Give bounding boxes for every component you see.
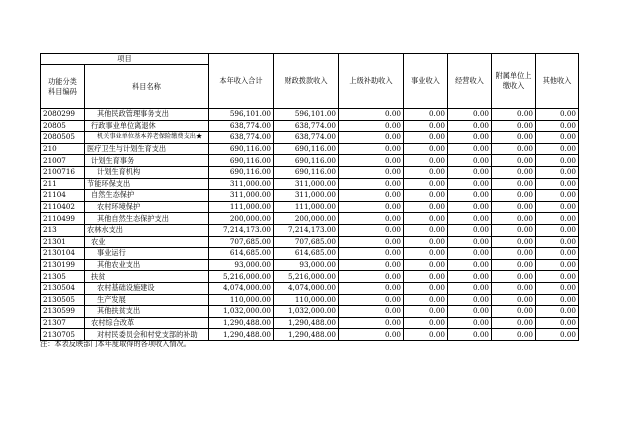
row-name: 事业运行 xyxy=(85,248,209,260)
row-value: 0.00 xyxy=(404,248,448,260)
row-value: 0.00 xyxy=(492,120,536,132)
row-value: 0.00 xyxy=(448,236,492,248)
row-value: 0.00 xyxy=(404,143,448,155)
row-value: 596,101.00 xyxy=(209,109,274,121)
row-value: 93,000.00 xyxy=(274,259,339,271)
row-name: 计划生育机构 xyxy=(85,166,209,178)
row-value: 0.00 xyxy=(339,282,404,294)
row-value: 1,032,000.00 xyxy=(209,306,274,318)
row-value: 0.00 xyxy=(404,190,448,202)
table-row xyxy=(41,143,579,155)
row-value: 1,032,000.00 xyxy=(274,306,339,318)
row-value: 0.00 xyxy=(404,236,448,248)
row-value: 0.00 xyxy=(492,259,536,271)
row-value: 0.00 xyxy=(448,190,492,202)
row-value: 0.00 xyxy=(536,166,579,178)
table-row xyxy=(41,224,579,236)
row-value: 0.00 xyxy=(448,282,492,294)
header-xiangmu: 项目 xyxy=(41,54,209,65)
row-name: 自然生态保护 xyxy=(85,190,209,202)
row-value: 93,000.00 xyxy=(209,259,274,271)
row-value: 0.00 xyxy=(492,329,536,341)
row-value: 0.00 xyxy=(339,213,404,225)
row-value: 0.00 xyxy=(404,201,448,213)
row-value: 0.00 xyxy=(448,213,492,225)
row-code: 2110499 xyxy=(41,213,85,225)
table-row xyxy=(41,236,579,248)
row-value: 0.00 xyxy=(536,317,579,329)
row-value: 4,074,000.00 xyxy=(209,282,274,294)
row-value: 1,290,488.00 xyxy=(209,317,274,329)
table-row xyxy=(41,271,579,283)
row-value: 0.00 xyxy=(536,306,579,318)
row-value: 0.00 xyxy=(536,259,579,271)
row-value: 0.00 xyxy=(448,329,492,341)
row-code: 21007 xyxy=(41,155,85,167)
header-col-fiscal: 财政拨款收入 xyxy=(274,54,339,109)
row-name: 其他扶贫支出 xyxy=(85,306,209,318)
row-value: 311,000.00 xyxy=(209,190,274,202)
table-row xyxy=(41,248,579,260)
row-name: 医疗卫生与计划生育支出 xyxy=(85,143,209,155)
row-code: 21307 xyxy=(41,317,85,329)
table-row xyxy=(41,213,579,225)
row-value: 0.00 xyxy=(339,143,404,155)
row-code: 213 xyxy=(41,224,85,236)
table-note: 注：本表反映部门本年度取得的各项收入情况。 xyxy=(40,339,191,348)
row-value: 0.00 xyxy=(404,178,448,190)
row-value: 0.00 xyxy=(492,109,536,121)
row-value: 0.00 xyxy=(492,178,536,190)
row-code: 2100716 xyxy=(41,166,85,178)
row-value: 0.00 xyxy=(448,166,492,178)
row-value: 0.00 xyxy=(339,132,404,144)
row-code: 2130504 xyxy=(41,282,85,294)
row-value: 311,000.00 xyxy=(274,190,339,202)
row-code: 2130705 xyxy=(41,329,85,341)
header-col-operating: 经营收入 xyxy=(448,54,492,109)
row-value: 0.00 xyxy=(448,109,492,121)
row-value: 0.00 xyxy=(492,155,536,167)
row-value: 0.00 xyxy=(536,236,579,248)
row-value: 690,116.00 xyxy=(274,155,339,167)
row-name: 农村环境保护 xyxy=(85,201,209,213)
row-name: 其他农业支出 xyxy=(85,259,209,271)
row-value: 1,290,488.00 xyxy=(209,329,274,341)
table-row xyxy=(41,120,579,132)
row-value: 0.00 xyxy=(448,120,492,132)
row-code: 2130199 xyxy=(41,259,85,271)
row-value: 0.00 xyxy=(448,155,492,167)
row-value: 0.00 xyxy=(339,271,404,283)
row-code: 2110402 xyxy=(41,201,85,213)
row-code: 21104 xyxy=(41,190,85,202)
row-value: 5,216,000.00 xyxy=(209,271,274,283)
row-value: 0.00 xyxy=(536,155,579,167)
row-value: 0.00 xyxy=(339,294,404,306)
row-value: 0.00 xyxy=(492,294,536,306)
row-value: 0.00 xyxy=(404,294,448,306)
row-code: 2130505 xyxy=(41,294,85,306)
row-value: 0.00 xyxy=(492,306,536,318)
header-col-business: 事业收入 xyxy=(404,54,448,109)
row-value: 200,000.00 xyxy=(274,213,339,225)
row-value: 7,214,173.00 xyxy=(209,224,274,236)
table-row xyxy=(41,259,579,271)
row-value: 690,116.00 xyxy=(209,166,274,178)
row-value: 0.00 xyxy=(492,190,536,202)
row-value: 0.00 xyxy=(404,155,448,167)
row-value: 690,116.00 xyxy=(209,155,274,167)
row-value: 0.00 xyxy=(448,306,492,318)
header-col-other: 其他收入 xyxy=(536,54,579,109)
row-value: 111,000.00 xyxy=(209,201,274,213)
row-value: 0.00 xyxy=(536,329,579,341)
row-code: 20805 xyxy=(41,120,85,132)
row-name: 对村民委员会和村党支部的补助 xyxy=(85,329,209,341)
row-value: 0.00 xyxy=(339,306,404,318)
row-value: 0.00 xyxy=(404,120,448,132)
row-value: 0.00 xyxy=(404,109,448,121)
row-value: 7,214,173.00 xyxy=(274,224,339,236)
row-value: 638,774.00 xyxy=(209,132,274,144)
row-value: 0.00 xyxy=(404,224,448,236)
row-value: 0.00 xyxy=(448,132,492,144)
row-value: 0.00 xyxy=(339,317,404,329)
row-name: 机关事业单位基本养老保险缴费支出★ xyxy=(85,132,209,144)
row-value: 614,685.00 xyxy=(274,248,339,260)
row-code: 2080505 xyxy=(41,132,85,144)
row-code: 21301 xyxy=(41,236,85,248)
row-value: 0.00 xyxy=(448,248,492,260)
row-value: 0.00 xyxy=(536,109,579,121)
row-value: 0.00 xyxy=(339,236,404,248)
row-value: 0.00 xyxy=(339,109,404,121)
row-value: 111,000.00 xyxy=(274,201,339,213)
row-code: 2080299 xyxy=(41,109,85,121)
table-row xyxy=(41,109,579,121)
row-value: 638,774.00 xyxy=(274,132,339,144)
row-code: 2130599 xyxy=(41,306,85,318)
row-value: 0.00 xyxy=(404,329,448,341)
row-value: 638,774.00 xyxy=(209,120,274,132)
row-value: 0.00 xyxy=(404,306,448,318)
income-table xyxy=(40,53,579,341)
row-value: 690,116.00 xyxy=(274,143,339,155)
table-row xyxy=(41,155,579,167)
row-value: 0.00 xyxy=(536,248,579,260)
row-value: 0.00 xyxy=(536,201,579,213)
header-name: 科目名称 xyxy=(85,65,209,109)
row-value: 0.00 xyxy=(448,224,492,236)
row-value: 0.00 xyxy=(492,248,536,260)
row-value: 0.00 xyxy=(448,178,492,190)
row-value: 707,685.00 xyxy=(209,236,274,248)
row-value: 0.00 xyxy=(492,213,536,225)
table-row xyxy=(41,190,579,202)
row-code: 2130104 xyxy=(41,248,85,260)
row-value: 0.00 xyxy=(339,190,404,202)
table-row xyxy=(41,201,579,213)
row-value: 0.00 xyxy=(339,120,404,132)
row-name: 农村基础设施建设 xyxy=(85,282,209,294)
row-value: 0.00 xyxy=(339,201,404,213)
row-value: 0.00 xyxy=(404,259,448,271)
row-value: 110,000.00 xyxy=(274,294,339,306)
row-name: 生产发展 xyxy=(85,294,209,306)
row-value: 0.00 xyxy=(492,201,536,213)
row-value: 0.00 xyxy=(339,224,404,236)
row-value: 0.00 xyxy=(536,132,579,144)
row-value: 0.00 xyxy=(339,248,404,260)
row-value: 0.00 xyxy=(404,213,448,225)
row-value: 0.00 xyxy=(536,178,579,190)
table-row xyxy=(41,317,579,329)
row-value: 0.00 xyxy=(492,282,536,294)
row-value: 0.00 xyxy=(536,213,579,225)
header-col-total: 本年收入合计 xyxy=(209,54,274,109)
row-value: 311,000.00 xyxy=(209,178,274,190)
row-name: 行政事业单位离退休 xyxy=(85,120,209,132)
row-value: 0.00 xyxy=(536,120,579,132)
row-code: 211 xyxy=(41,178,85,190)
row-value: 0.00 xyxy=(536,224,579,236)
row-value: 0.00 xyxy=(448,271,492,283)
row-value: 0.00 xyxy=(339,166,404,178)
row-value: 614,685.00 xyxy=(209,248,274,260)
row-value: 0.00 xyxy=(404,132,448,144)
header-code: 功能分类 科目编码 xyxy=(41,65,85,109)
row-value: 0.00 xyxy=(404,282,448,294)
income-table-sheet xyxy=(40,53,579,341)
table-row xyxy=(41,132,579,144)
row-value: 0.00 xyxy=(404,166,448,178)
row-value: 0.00 xyxy=(536,143,579,155)
row-value: 0.00 xyxy=(492,224,536,236)
table-row xyxy=(41,294,579,306)
row-value: 0.00 xyxy=(448,317,492,329)
row-value: 0.00 xyxy=(404,271,448,283)
row-value: 707,685.00 xyxy=(274,236,339,248)
row-value: 0.00 xyxy=(492,317,536,329)
row-value: 0.00 xyxy=(492,236,536,248)
row-value: 0.00 xyxy=(339,329,404,341)
header-row-top xyxy=(41,54,579,65)
row-value: 690,116.00 xyxy=(209,143,274,155)
row-value: 0.00 xyxy=(492,132,536,144)
row-value: 110,000.00 xyxy=(209,294,274,306)
row-name: 其他自然生态保护支出 xyxy=(85,213,209,225)
row-value: 311,000.00 xyxy=(274,178,339,190)
row-name: 农村综合改革 xyxy=(85,317,209,329)
row-value: 690,116.00 xyxy=(274,166,339,178)
row-value: 0.00 xyxy=(492,166,536,178)
row-value: 0.00 xyxy=(448,294,492,306)
table-row xyxy=(41,178,579,190)
row-value: 596,101.00 xyxy=(274,109,339,121)
row-value: 200,000.00 xyxy=(209,213,274,225)
row-value: 0.00 xyxy=(448,259,492,271)
row-name: 扶贫 xyxy=(85,271,209,283)
row-value: 0.00 xyxy=(536,190,579,202)
row-code: 21305 xyxy=(41,271,85,283)
row-value: 0.00 xyxy=(339,155,404,167)
row-value: 0.00 xyxy=(536,271,579,283)
row-name: 农林水支出 xyxy=(85,224,209,236)
row-value: 1,290,488.00 xyxy=(274,317,339,329)
row-name: 节能环保支出 xyxy=(85,178,209,190)
row-value: 0.00 xyxy=(492,271,536,283)
row-value: 1,290,488.00 xyxy=(274,329,339,341)
row-value: 0.00 xyxy=(339,259,404,271)
row-value: 4,074,000.00 xyxy=(274,282,339,294)
row-name: 农业 xyxy=(85,236,209,248)
header-col-affiliated: 附属单位上缴收入 xyxy=(492,54,536,109)
row-name: 计划生育事务 xyxy=(85,155,209,167)
row-value: 638,774.00 xyxy=(274,120,339,132)
row-value: 5,216,000.00 xyxy=(274,271,339,283)
row-name: 其他民政管理事务支出 xyxy=(85,109,209,121)
row-value: 0.00 xyxy=(339,178,404,190)
row-code: 210 xyxy=(41,143,85,155)
row-value: 0.00 xyxy=(448,201,492,213)
table-row xyxy=(41,166,579,178)
header-col-superior: 上级补助收入 xyxy=(339,54,404,109)
row-value: 0.00 xyxy=(492,143,536,155)
row-value: 0.00 xyxy=(536,282,579,294)
table-row xyxy=(41,282,579,294)
table-row xyxy=(41,306,579,318)
row-value: 0.00 xyxy=(448,143,492,155)
row-value: 0.00 xyxy=(404,317,448,329)
row-value: 0.00 xyxy=(536,294,579,306)
